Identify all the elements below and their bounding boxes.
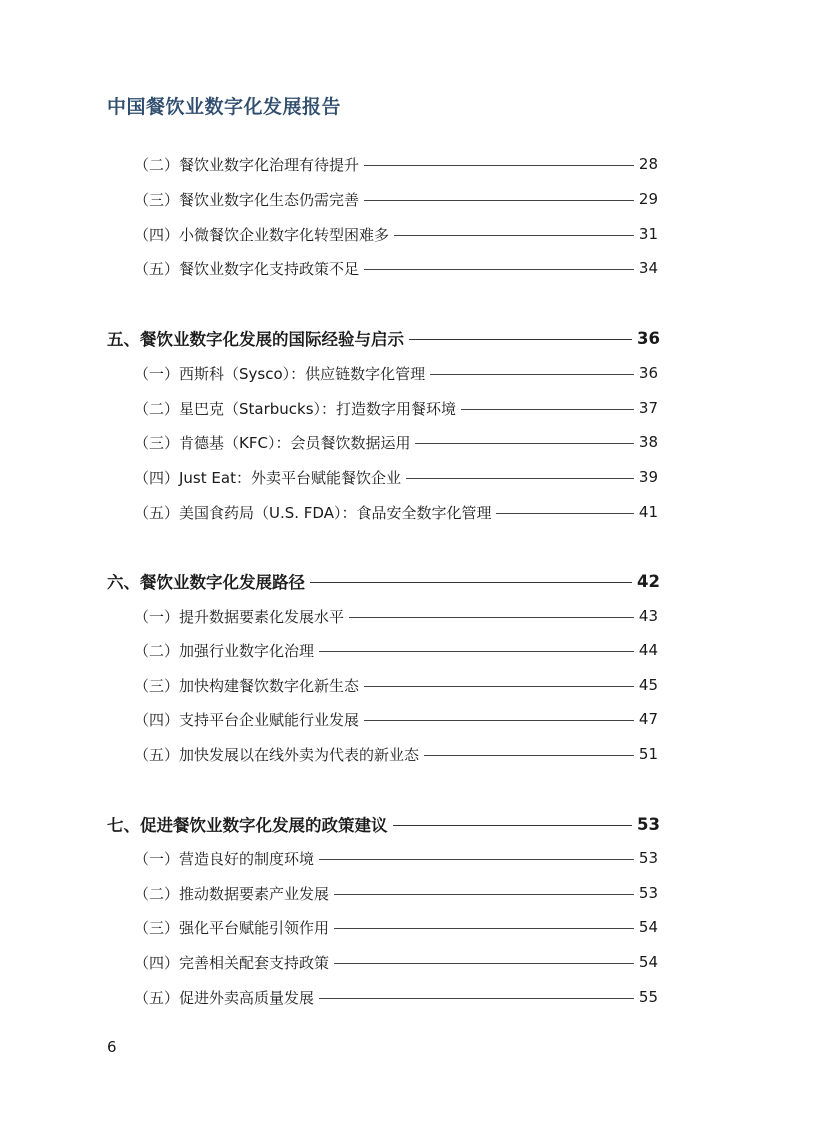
toc-entry-page: 51	[638, 745, 658, 763]
toc-leader-line	[334, 963, 634, 964]
toc-entry[interactable]	[134, 256, 658, 280]
toc-leader-line	[334, 894, 634, 895]
toc-leader-line	[393, 825, 633, 826]
toc-entry-label: （五）促进外卖高质量发展	[134, 988, 315, 1007]
toc-section-page: 53	[637, 814, 660, 834]
toc-entry-page: 53	[638, 849, 658, 867]
toc-entry[interactable]	[134, 465, 658, 489]
toc-entry-label: （四）小微餐饮企业数字化转型困难多	[134, 225, 390, 244]
toc-entry-page: 43	[638, 607, 658, 625]
toc-entry-label: （五）餐饮业数字化支持政策不足	[134, 259, 360, 278]
toc-leader-line	[349, 617, 634, 618]
toc-entry[interactable]	[134, 881, 658, 905]
toc-section-label: 五、餐饮业数字化发展的国际经验与启示	[107, 330, 404, 349]
toc-entry-label: （三）强化平台赋能引领作用	[134, 918, 330, 937]
toc-entry-label: （二）餐饮业数字化治理有待提升	[134, 155, 360, 174]
toc-entry-page: 53	[638, 884, 658, 902]
toc-entry-label: （四）完善相关配套支持政策	[134, 953, 330, 972]
toc-entry-page: 44	[638, 641, 658, 659]
toc-leader-line	[310, 582, 632, 583]
toc-leader-line	[364, 200, 634, 201]
toc-entry-label: （一）营造良好的制度环境	[134, 849, 315, 868]
toc-leader-line	[409, 339, 632, 340]
toc-leader-line	[334, 928, 634, 929]
toc-entry[interactable]	[134, 846, 658, 870]
toc-entry[interactable]	[134, 396, 658, 420]
toc-entry[interactable]	[134, 222, 658, 246]
toc-entry[interactable]	[134, 673, 658, 697]
toc-entry-page: 31	[638, 225, 658, 243]
toc-entry[interactable]	[134, 707, 658, 731]
toc-entry-page: 34	[638, 259, 658, 277]
toc-entry-label: （二）推动数据要素产业发展	[134, 884, 330, 903]
toc-section-entry[interactable]	[107, 326, 660, 350]
toc-leader-line	[319, 651, 634, 652]
toc-entry-page: 47	[638, 710, 658, 728]
toc-leader-line	[364, 165, 634, 166]
toc-entry-label: （三）餐饮业数字化生态仍需完善	[134, 190, 360, 209]
toc-section-label: 七、促进餐饮业数字化发展的政策建议	[107, 816, 388, 835]
toc-entry-page: 55	[638, 988, 658, 1006]
toc-entry-label: （一）西斯科（Sysco）：供应链数字化管理	[134, 364, 426, 383]
toc-entry[interactable]	[134, 361, 658, 385]
toc-leader-line	[430, 374, 634, 375]
toc-leader-line	[424, 755, 634, 756]
toc-entry-page: 37	[638, 399, 658, 417]
toc-entry-page: 54	[638, 953, 658, 971]
toc-leader-line	[364, 269, 634, 270]
toc-section-page: 36	[637, 328, 660, 348]
toc-entry[interactable]	[134, 152, 658, 176]
toc-entry-page: 41	[638, 503, 658, 521]
toc-entry-page: 54	[638, 918, 658, 936]
page-number: 6	[107, 1038, 117, 1056]
report-title: 中国餐饮业数字化发展报告	[107, 96, 342, 118]
toc-leader-line	[319, 998, 634, 999]
toc-entry[interactable]	[134, 604, 658, 628]
toc-entry-label: （三）加快构建餐饮数字化新生态	[134, 676, 360, 695]
toc-entry-page: 38	[638, 433, 658, 451]
toc-entry-page: 29	[638, 190, 658, 208]
toc-entry-label: （二）星巴克（Starbucks）：打造数字用餐环境	[134, 399, 457, 418]
toc-entry[interactable]	[134, 950, 658, 974]
toc-entry-page: 28	[638, 155, 658, 173]
toc-entry[interactable]	[134, 430, 658, 454]
toc-leader-line	[496, 513, 633, 514]
toc-leader-line	[319, 859, 634, 860]
toc-entry[interactable]	[134, 500, 658, 524]
toc-leader-line	[461, 409, 634, 410]
toc-entry-page: 45	[638, 676, 658, 694]
toc-section-page: 42	[637, 571, 660, 591]
toc-entry-label: （四）支持平台企业赋能行业发展	[134, 710, 360, 729]
toc-entry-label: （四）Just Eat：外卖平台赋能餐饮企业	[134, 468, 401, 487]
toc-entry[interactable]	[134, 742, 658, 766]
toc-section-entry[interactable]	[107, 569, 660, 593]
toc-leader-line	[406, 478, 634, 479]
toc-entry-page: 36	[638, 364, 658, 382]
toc-leader-line	[364, 720, 634, 721]
toc-section-label: 六、餐饮业数字化发展路径	[107, 573, 305, 592]
toc-entry[interactable]	[134, 638, 658, 662]
toc-entry[interactable]	[134, 985, 658, 1009]
toc-leader-line	[364, 686, 634, 687]
toc-leader-line	[415, 443, 633, 444]
toc-entry[interactable]	[134, 915, 658, 939]
toc-entry-label: （一）提升数据要素化发展水平	[134, 607, 345, 626]
toc-entry[interactable]	[134, 187, 658, 211]
toc-entry-label: （二）加强行业数字化治理	[134, 641, 315, 660]
toc-entry-label: （三）肯德基（KFC）：会员餐饮数据运用	[134, 433, 411, 452]
toc-leader-line	[394, 235, 634, 236]
toc-entry-page: 39	[638, 468, 658, 486]
toc-entry-label: （五）加快发展以在线外卖为代表的新业态	[134, 745, 420, 764]
toc-entry-label: （五）美国食药局（U.S. FDA）：食品安全数字化管理	[134, 503, 492, 522]
toc-section-entry[interactable]	[107, 812, 660, 836]
